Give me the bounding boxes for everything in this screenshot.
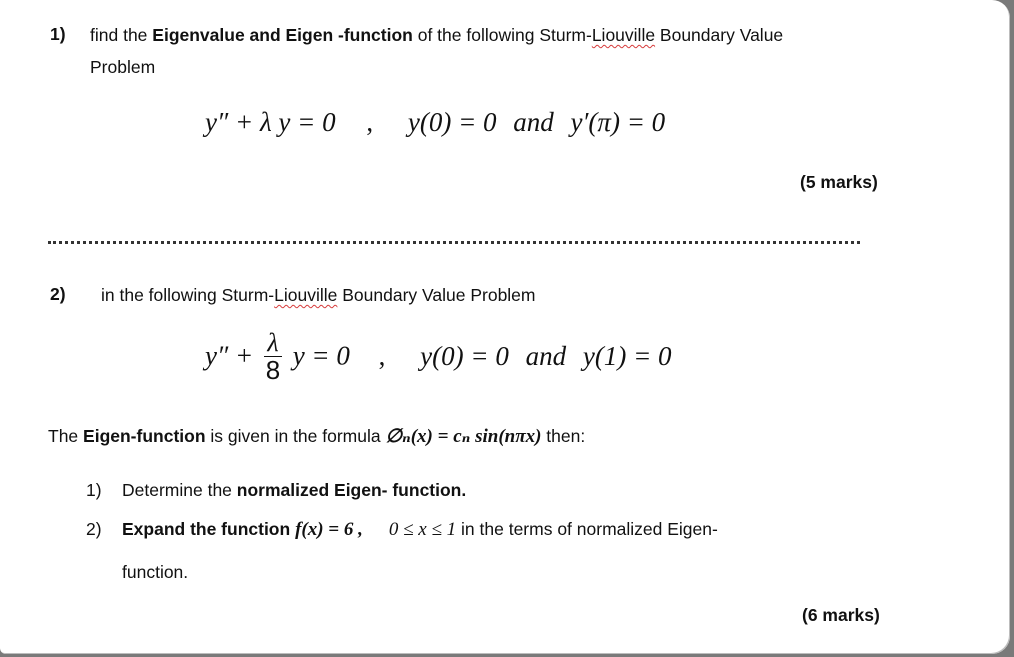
q2-frac-denominator: 8	[265, 355, 281, 385]
q2-sub2	[122, 518, 718, 541]
q2-sub1-a: Determine the	[122, 480, 237, 500]
q1-marks: (5 marks)	[800, 172, 878, 192]
q2-marks: (6 marks)	[802, 605, 880, 625]
q2-eq-lhs: y″ +	[205, 340, 254, 371]
q2-sub1-b: normalized Eigen- function.	[236, 480, 467, 500]
q1-text-a: find the	[90, 25, 153, 45]
q2-intro-b: Eigen-function	[83, 426, 206, 446]
q2-intro-d: then:	[541, 426, 586, 446]
q2-intro-a: The	[48, 426, 84, 446]
q1-text-d: Liouville	[591, 25, 656, 45]
q2-sub2-number: 2)	[86, 519, 102, 539]
q2-sub2-b: in the terms of normalized Eigen-	[456, 519, 718, 539]
q2-intro-c: is given in the formula	[205, 426, 386, 446]
q1-text-b: Eigenvalue and Eigen -function	[152, 25, 413, 45]
q1-text-line1	[90, 24, 783, 46]
q2-sub2-line2: function.	[122, 562, 189, 582]
q2-eq-fraction	[264, 330, 282, 383]
q1-eq-part2: y(0) = 0	[407, 107, 497, 137]
q2-text-line1	[101, 284, 536, 306]
q1-text-line2: Problem	[90, 57, 156, 77]
q2-sub1-number: 1)	[86, 480, 102, 500]
q2-number: 2)	[50, 284, 66, 304]
q2-sub2-range: 0 ≤ x ≤ 1	[388, 519, 457, 540]
q2-intro	[48, 425, 585, 448]
q2-equation	[205, 328, 672, 385]
q2-text-c: Boundary Value Problem	[337, 285, 536, 305]
q2-formula: ∅ₙ(x) = cₙ sin(nπx)	[385, 426, 542, 447]
q2-text-a: in the following Sturm-	[101, 285, 275, 305]
q2-eq-part2: y(0) = 0	[420, 340, 509, 371]
q2-sub2-fx: f(x) = 6 ,	[295, 519, 363, 540]
q1-eq-and: and	[513, 107, 554, 137]
q1-eq-part3: y′(π) = 0	[570, 107, 666, 137]
q2-eq-part3: y(1) = 0	[582, 340, 672, 371]
dotted-separator	[48, 241, 860, 244]
q1-equation	[205, 106, 665, 138]
q2-eq-and: and	[525, 340, 567, 371]
q1-text-e: Boundary Value	[655, 25, 784, 45]
q2-eq-comma: ,	[378, 340, 386, 371]
q2-sub1	[122, 479, 466, 501]
q1-eq-part1: y″ + λ y = 0	[205, 107, 336, 137]
q2-sub2-a: Expand the function	[122, 519, 296, 539]
q2-eq-rhs: y = 0	[292, 340, 350, 371]
q1-text-c: of the following Sturm-	[412, 25, 592, 45]
q2-frac-numerator: λ	[267, 328, 279, 357]
q1-number: 1)	[50, 24, 66, 44]
q2-text-b: Liouville	[274, 285, 338, 305]
q1-eq-comma: ,	[366, 107, 374, 137]
